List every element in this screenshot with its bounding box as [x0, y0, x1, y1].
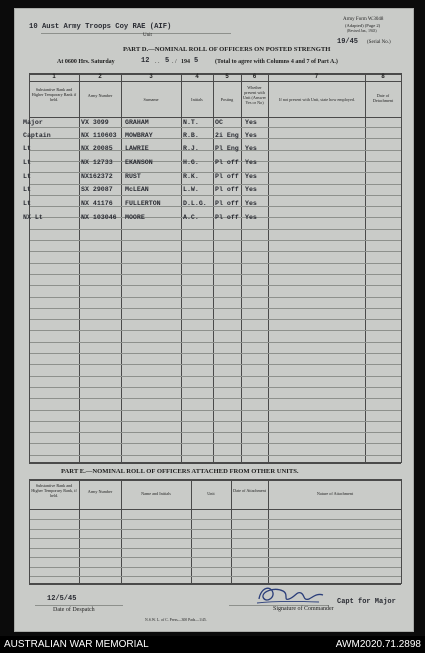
table-d-vline — [401, 73, 402, 463]
cell-posting: Pl off — [215, 173, 239, 180]
cell-initials: A.C. — [183, 214, 199, 221]
form-sheet — [14, 8, 414, 632]
cell-initials: D.L.G. — [183, 200, 207, 207]
caption-bar — [0, 636, 425, 653]
date-day: 12 — [141, 57, 150, 65]
cell-posting: Pl off — [215, 214, 239, 221]
cell-rank: Lt — [23, 145, 31, 152]
table-e-row-rule — [30, 567, 401, 568]
cell-present: Yes — [245, 200, 257, 207]
col-header-detachment: Date of Detachment — [372, 93, 394, 103]
unit-label: Unit — [143, 33, 152, 38]
at-prefix: At 0600 Hrs. Saturday — [57, 59, 115, 65]
cell-present: Yes — [245, 186, 257, 193]
table-row-rule — [30, 421, 401, 422]
table-row-rule — [30, 398, 401, 399]
e-header-date: Date of Attachment — [233, 488, 266, 493]
cell-initials: N.T. — [183, 119, 199, 126]
table-e-row-rule — [30, 548, 401, 549]
year-suffix: 5 — [194, 57, 199, 65]
table-e-row-rule — [30, 576, 401, 577]
cell-number: NX162372 — [81, 173, 113, 180]
cell-initials: L.W. — [183, 186, 199, 193]
despatch-label: Date of Despatch — [53, 607, 95, 613]
despatch-underline — [35, 605, 123, 606]
e-header-name: Name and Initials — [141, 491, 171, 496]
col-num: 8 — [381, 74, 385, 80]
cell-number: NX 110603 — [81, 132, 117, 139]
printer-line: N.S.W. L. of C. Press—300 Pads—1/45. — [145, 618, 207, 622]
table-e-vline — [268, 479, 269, 584]
cell-posting: Pl off — [215, 159, 239, 166]
form-line2: (Adapted) (Page 2) — [345, 23, 381, 28]
cell-rank: Lt — [23, 186, 31, 193]
cell-present: Yes — [245, 119, 257, 126]
cell-number: VX 3099 — [81, 119, 109, 126]
cell-rank: Lt — [23, 173, 31, 180]
cell-present: Yes — [245, 214, 257, 221]
table-e-bottom — [29, 583, 401, 585]
col-num: 6 — [252, 74, 257, 80]
table-e-row-rule — [30, 519, 401, 520]
cell-surname: RUST — [125, 173, 141, 180]
table-d-vline — [213, 73, 214, 463]
unit-underline — [41, 33, 231, 34]
serial-label: (Serial No.) — [367, 40, 391, 45]
cell-surname: EKANSON — [125, 159, 153, 166]
cell-posting: OC — [215, 119, 223, 126]
col-num: 5 — [225, 74, 229, 80]
table-row-rule — [30, 297, 401, 298]
cell-present: Yes — [245, 159, 257, 166]
e-header-nature: Nature of Attachment — [316, 491, 354, 496]
cell-rank: Major — [23, 119, 43, 126]
cell-initials: R.J. — [183, 145, 199, 152]
col-num: 3 — [149, 74, 153, 80]
signature-rank: Capt for Major — [337, 598, 396, 606]
col-num: 4 — [195, 74, 199, 80]
table-d-vline — [241, 73, 242, 463]
table-row-rule — [30, 455, 401, 456]
table-row-rule — [30, 443, 401, 444]
cell-posting: 2i Eng — [215, 132, 239, 139]
col-header-posting: Posting — [220, 97, 234, 102]
col-header-number: Army Number — [87, 93, 113, 98]
table-row-rule — [30, 195, 401, 196]
table-row-rule — [30, 308, 401, 309]
e-header-rank: Substantive Rank and Higher Temporary Rank, if held. — [31, 483, 77, 498]
table-row-rule — [30, 410, 401, 411]
at-suffix: (Total to agree with Columns 4 and 7 of Part A.) — [215, 59, 338, 65]
cell-rank: Lt — [23, 200, 31, 207]
table-row-rule — [30, 184, 401, 185]
table-d-header-bottom — [29, 117, 401, 118]
cell-rank: NX Lt — [23, 214, 43, 221]
table-e-row-rule — [30, 538, 401, 539]
cell-number: SX 29087 — [81, 186, 113, 193]
cell-posting: Pl Eng — [215, 145, 239, 152]
e-header-unit: Unit — [207, 491, 215, 496]
cell-surname: GRAHAM — [125, 119, 149, 126]
caption-left: AUSTRALIAN WAR MEMORIAL — [4, 639, 149, 650]
table-e-top — [29, 479, 401, 481]
cell-surname: McLEAN — [125, 186, 149, 193]
cell-surname: FULLERTON — [125, 200, 161, 207]
table-d-colnum-line — [29, 81, 401, 82]
despatch-date: 12/5/45 — [47, 595, 77, 603]
form-line3: (Revised Jan., 1943) — [347, 29, 377, 33]
year-prefix: 194 — [181, 59, 190, 65]
table-row-rule — [30, 251, 401, 252]
cell-rank: Lt — [23, 159, 31, 166]
table-row-rule — [30, 353, 401, 354]
date-month: 5 — [165, 57, 170, 65]
cell-posting: Pl off — [215, 200, 239, 207]
cell-present: Yes — [245, 132, 257, 139]
table-row-rule — [30, 387, 401, 388]
date-sep1: . . — [155, 59, 160, 65]
table-e-vline — [231, 479, 232, 584]
table-d-vline — [181, 73, 182, 463]
col-num: 1 — [52, 74, 56, 80]
cell-surname: LAWRIE — [125, 145, 149, 152]
table-e-vline — [121, 479, 122, 584]
table-row-rule — [30, 342, 401, 343]
cell-initials: R.B. — [183, 132, 199, 139]
cell-present: Yes — [245, 173, 257, 180]
cell-number: NX 20085 — [81, 145, 113, 152]
table-row-rule — [30, 263, 401, 264]
e-header-number: Army Number — [87, 489, 113, 494]
table-row-rule — [30, 240, 401, 241]
table-e-vline — [401, 479, 402, 584]
part-e-title: PART E.—NOMINAL ROLL OF OFFICERS ATTACHED FROM OTHER UNITS. — [61, 468, 299, 475]
signature-label: Signature of Commander — [273, 606, 334, 612]
cell-posting: Pl off — [215, 186, 239, 193]
table-row-rule — [30, 364, 401, 365]
cell-surname: MOWBRAY — [125, 132, 153, 139]
table-row-rule — [30, 432, 401, 433]
col-header-present: Whether present with Unit (Answer Yes or No) — [243, 85, 266, 105]
col-header-initials: Initials — [191, 97, 203, 102]
date-sep2: . / — [172, 59, 177, 65]
table-d-bottom — [29, 462, 401, 464]
cell-present: Yes — [245, 145, 257, 152]
table-d-vline — [268, 73, 269, 463]
table-e-header-bottom — [29, 509, 401, 510]
table-row-rule — [30, 229, 401, 230]
caption-right: AWM2020.71.2898 — [335, 639, 421, 650]
table-e-vline — [191, 479, 192, 584]
table-d-vline — [121, 73, 122, 463]
cell-number: NX 103046 — [81, 214, 117, 221]
table-e-vline — [79, 479, 80, 584]
table-row-rule — [30, 285, 401, 286]
table-row-rule — [30, 274, 401, 275]
cell-initials: H.G. — [183, 159, 199, 166]
form-line1: Army Form W.3048 — [343, 17, 384, 22]
col-header-surname: Surname — [143, 97, 159, 102]
cell-initials: R.K. — [183, 173, 199, 180]
part-d-title: PART D.—NOMINAL ROLL OF OFFICERS ON POSTED STRENGTH — [123, 46, 331, 53]
cell-surname: MOORE — [125, 214, 145, 221]
table-d-vline — [79, 73, 80, 463]
cell-rank: Captain — [23, 132, 51, 139]
unit-typed: 10 Aust Army Troops Coy RAE (AIF) — [29, 23, 172, 31]
table-row-rule — [30, 127, 401, 128]
col-header-rank: Substantive Rank and Higher Temporary Rank if held. — [31, 87, 77, 102]
table-row-rule — [30, 330, 401, 331]
col-num: 7 — [314, 74, 319, 80]
cell-number: NX 41176 — [81, 200, 113, 207]
serial-typed: 19/45 — [337, 38, 359, 46]
col-num: 2 — [98, 74, 102, 80]
cell-number: NX 12733 — [81, 159, 113, 166]
table-row-rule — [30, 319, 401, 320]
table-d-vline — [365, 73, 366, 463]
table-row-rule — [30, 376, 401, 377]
table-e-row-rule — [30, 529, 401, 530]
table-e-vline — [29, 479, 30, 584]
table-e-row-rule — [30, 557, 401, 558]
col-header-employed: If not present with Unit, state how employed. — [279, 97, 355, 102]
